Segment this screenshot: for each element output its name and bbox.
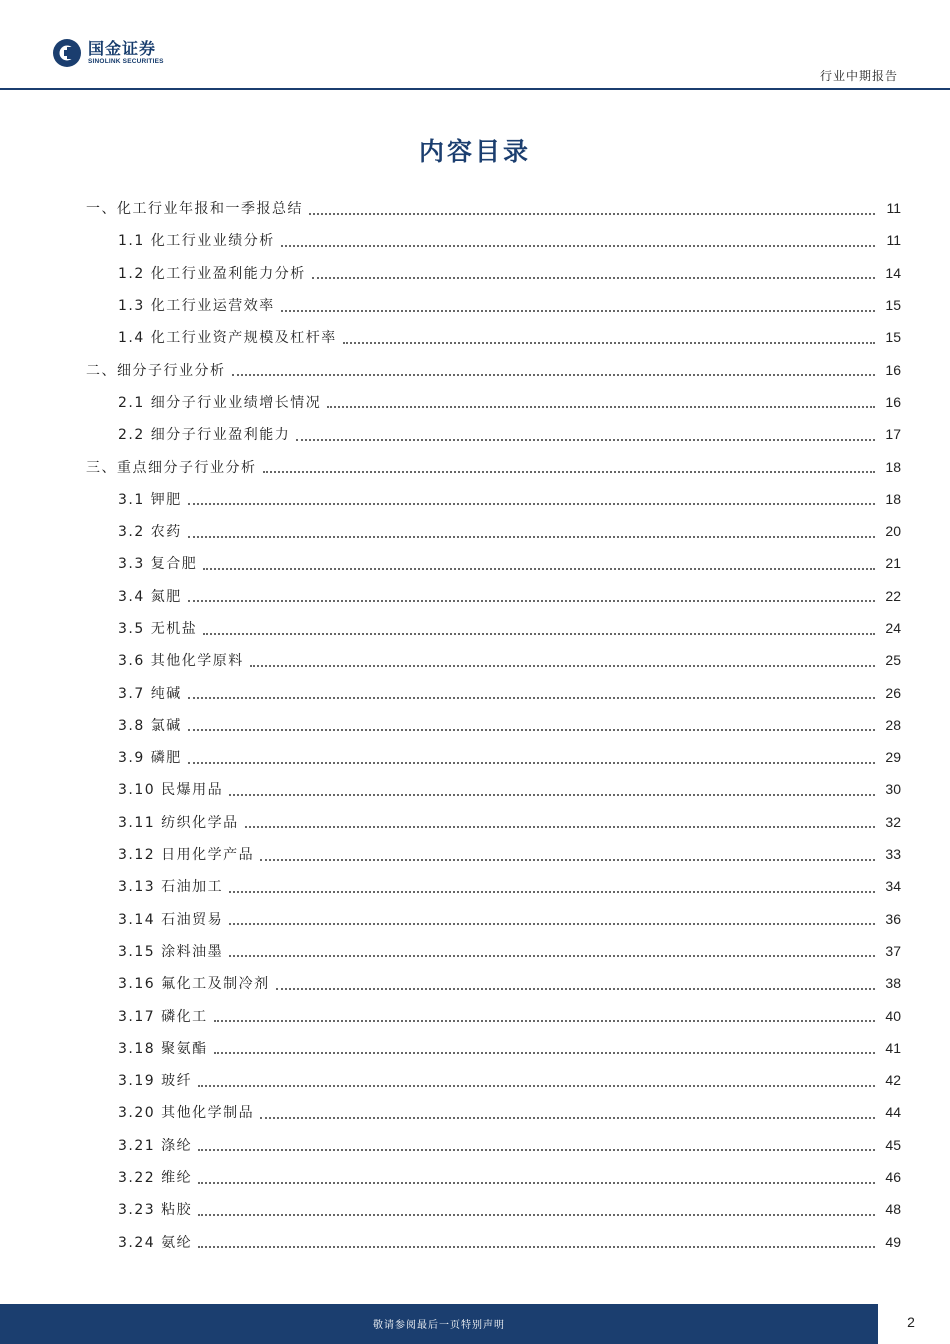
toc-entry[interactable] bbox=[86, 321, 901, 353]
toc-entry-label: 3.22 维纶 bbox=[118, 1170, 193, 1187]
report-type-label: 行业中期报告 bbox=[819, 69, 898, 83]
toc-entry-label: 一、化工行业年报和一季报总结 bbox=[86, 201, 303, 218]
brand-logo bbox=[52, 38, 164, 68]
toc-entry-label: 2.1 细分子行业业绩增长情况 bbox=[118, 394, 322, 411]
toc-entry[interactable] bbox=[86, 999, 901, 1031]
toc-entry-page: 33 bbox=[885, 846, 901, 863]
toc-entry-label: 3.5 无机盐 bbox=[118, 621, 198, 637]
toc-entry-label: 3.21 涤纶 bbox=[118, 1137, 193, 1154]
toc-dot-leader bbox=[309, 212, 875, 215]
toc-dot-leader bbox=[188, 761, 875, 764]
toc-dot-leader bbox=[312, 276, 875, 279]
toc-entry-label: 二、细分子行业分析 bbox=[86, 362, 226, 379]
toc-entry[interactable] bbox=[86, 257, 901, 289]
toc-dot-leader bbox=[232, 373, 876, 376]
toc-entry[interactable] bbox=[86, 644, 901, 676]
toc-entry[interactable] bbox=[86, 418, 901, 450]
toc-entry-page: 11 bbox=[886, 200, 901, 217]
toc-dot-leader bbox=[188, 728, 875, 731]
toc-entry-label: 1.1 化工行业业绩分析 bbox=[118, 233, 275, 250]
toc-dot-leader bbox=[198, 1084, 875, 1087]
toc-entry-page: 48 bbox=[885, 1201, 901, 1218]
toc-entry[interactable] bbox=[86, 224, 901, 256]
toc-entry-label: 1.2 化工行业盈利能力分析 bbox=[118, 265, 306, 282]
toc-entry[interactable] bbox=[86, 386, 901, 418]
header-divider bbox=[0, 88, 950, 90]
toc-entry[interactable] bbox=[86, 806, 901, 838]
toc-entry[interactable] bbox=[86, 483, 901, 515]
toc-dot-leader bbox=[229, 954, 875, 957]
toc-dot-leader bbox=[188, 599, 875, 602]
toc-dot-leader bbox=[229, 793, 875, 796]
toc-dot-leader bbox=[263, 470, 876, 473]
toc-entry-page: 22 bbox=[885, 587, 901, 604]
toc-entry-page: 42 bbox=[885, 1072, 901, 1089]
toc-entry[interactable] bbox=[86, 903, 901, 935]
toc-entry-label: 3.11 纺织化学品 bbox=[118, 814, 239, 831]
toc-entry[interactable] bbox=[86, 547, 901, 579]
toc-entry-label: 3.6 其他化学原料 bbox=[118, 653, 244, 670]
toc-dot-leader bbox=[245, 825, 875, 828]
toc-entry-label: 1.4 化工行业资产规模及杠杆率 bbox=[118, 330, 337, 347]
disclaimer-note: 敬请参阅最后一页特别声明 bbox=[373, 1320, 505, 1331]
toc-dot-leader bbox=[214, 1019, 875, 1022]
toc-entry-page: 25 bbox=[885, 652, 901, 669]
toc-title: 内容目录 bbox=[418, 137, 531, 166]
toc-entry-page: 40 bbox=[885, 1007, 901, 1024]
footer-bar bbox=[0, 1304, 878, 1344]
toc-entry[interactable] bbox=[86, 741, 901, 773]
toc-entry-page: 28 bbox=[885, 716, 901, 733]
toc-entry[interactable] bbox=[86, 773, 901, 805]
toc-entry-label: 3.4 氮肥 bbox=[118, 588, 182, 605]
toc-entry-label: 三、重点细分子行业分析 bbox=[86, 459, 257, 476]
toc-entry-page: 26 bbox=[885, 684, 901, 701]
toc-entry-label: 3.18 聚氨酯 bbox=[118, 1040, 208, 1057]
toc-entry-page: 32 bbox=[885, 813, 901, 830]
toc-entry-page: 30 bbox=[885, 781, 901, 798]
toc-dot-leader bbox=[188, 502, 875, 505]
toc-entry-label: 3.9 磷肥 bbox=[118, 750, 182, 767]
table-of-contents bbox=[86, 192, 901, 1258]
toc-dot-leader bbox=[198, 1245, 875, 1248]
toc-entry-page: 37 bbox=[885, 942, 901, 959]
toc-entry[interactable] bbox=[86, 580, 901, 612]
toc-dot-leader bbox=[198, 1148, 875, 1151]
toc-entry-label: 3.20 其他化学制品 bbox=[118, 1105, 255, 1122]
sinolink-logo-icon bbox=[52, 38, 82, 68]
toc-entry-page: 24 bbox=[885, 620, 901, 636]
toc-entry-page: 45 bbox=[885, 1136, 901, 1153]
toc-entry-label: 3.10 民爆用品 bbox=[118, 782, 224, 799]
toc-dot-leader bbox=[198, 1213, 875, 1216]
toc-entry-label: 1.3 化工行业运营效率 bbox=[118, 298, 275, 315]
toc-dot-leader bbox=[343, 341, 875, 344]
toc-entry-label: 3.19 玻纤 bbox=[118, 1073, 193, 1090]
toc-dot-leader bbox=[296, 438, 875, 441]
toc-entry-page: 18 bbox=[885, 490, 901, 507]
toc-entry-label: 2.2 细分子行业盈利能力 bbox=[118, 427, 291, 444]
toc-dot-leader bbox=[188, 535, 875, 538]
toc-dot-leader bbox=[281, 244, 875, 247]
toc-entry[interactable] bbox=[86, 353, 901, 385]
toc-dot-leader bbox=[188, 696, 875, 699]
toc-entry-label: 3.1 钾肥 bbox=[118, 491, 182, 508]
toc-dot-leader bbox=[281, 309, 875, 312]
toc-dot-leader bbox=[229, 890, 875, 893]
toc-dot-leader bbox=[260, 1116, 875, 1119]
toc-dot-leader bbox=[203, 567, 875, 570]
toc-entry[interactable] bbox=[86, 1193, 901, 1225]
toc-dot-leader bbox=[260, 858, 875, 861]
toc-entry[interactable] bbox=[86, 838, 901, 870]
toc-entry-page: 18 bbox=[885, 458, 901, 475]
toc-dot-leader bbox=[214, 1051, 875, 1054]
toc-dot-leader bbox=[229, 922, 875, 925]
toc-dot-leader bbox=[198, 1181, 875, 1184]
toc-entry-page: 41 bbox=[885, 1039, 901, 1056]
toc-entry-page: 46 bbox=[885, 1169, 901, 1186]
toc-entry-page: 16 bbox=[885, 393, 901, 410]
toc-entry-page: 14 bbox=[885, 264, 901, 281]
toc-entry[interactable] bbox=[86, 870, 901, 902]
toc-dot-leader bbox=[276, 987, 875, 990]
toc-entry-page: 11 bbox=[886, 232, 901, 249]
toc-entry-page: 15 bbox=[885, 297, 901, 314]
brand-name-en: SINOLINK SECURITIES bbox=[88, 58, 164, 65]
toc-entry-label: 3.8 氯碱 bbox=[118, 717, 182, 734]
toc-entry-label: 3.13 石油加工 bbox=[118, 879, 224, 896]
toc-entry[interactable] bbox=[86, 709, 901, 741]
toc-entry-label: 3.24 氨纶 bbox=[118, 1234, 193, 1251]
page-footer bbox=[0, 1304, 950, 1344]
brand-name-cn: 国金证券 bbox=[88, 39, 157, 58]
toc-entry[interactable] bbox=[86, 1096, 901, 1128]
toc-entry-label: 3.23 粘胶 bbox=[118, 1202, 193, 1219]
toc-entry-label: 3.3 复合肥 bbox=[118, 556, 198, 573]
toc-entry-label: 3.7 纯碱 bbox=[118, 685, 182, 702]
toc-entry-label: 3.16 氟化工及制冷剂 bbox=[118, 976, 270, 993]
toc-entry[interactable] bbox=[86, 1161, 901, 1193]
toc-entry-label: 3.17 磷化工 bbox=[118, 1008, 208, 1025]
toc-entry[interactable] bbox=[86, 450, 901, 482]
toc-entry[interactable] bbox=[86, 676, 901, 708]
toc-entry[interactable] bbox=[86, 1226, 901, 1258]
toc-entry-label: 3.15 涂料油墨 bbox=[118, 943, 224, 960]
toc-entry-page: 29 bbox=[885, 749, 901, 766]
toc-entry[interactable] bbox=[86, 515, 901, 547]
toc-entry[interactable] bbox=[86, 1129, 901, 1161]
toc-entry-page: 49 bbox=[885, 1233, 901, 1250]
toc-dot-leader bbox=[203, 632, 875, 635]
toc-entry-label: 3.14 石油贸易 bbox=[118, 911, 224, 928]
toc-entry[interactable] bbox=[86, 967, 901, 999]
toc-entry-page: 20 bbox=[885, 523, 901, 540]
toc-entry[interactable] bbox=[86, 935, 901, 967]
toc-entry[interactable] bbox=[86, 612, 901, 644]
toc-entry-page: 15 bbox=[885, 329, 901, 346]
toc-entry-page: 16 bbox=[885, 361, 901, 378]
toc-entry-page: 38 bbox=[885, 975, 901, 992]
toc-entry[interactable] bbox=[86, 289, 901, 321]
toc-entry[interactable] bbox=[86, 192, 901, 224]
page-header bbox=[0, 0, 950, 90]
toc-dot-leader bbox=[250, 664, 875, 667]
toc-entry-page: 44 bbox=[885, 1104, 901, 1121]
toc-entry[interactable] bbox=[86, 1032, 901, 1064]
toc-entry[interactable] bbox=[86, 1064, 901, 1096]
toc-entry-label: 3.2 农药 bbox=[118, 524, 182, 541]
toc-dot-leader bbox=[327, 405, 875, 408]
toc-entry-page: 17 bbox=[885, 426, 901, 443]
toc-entry-page: 21 bbox=[885, 555, 901, 572]
toc-entry-page: 34 bbox=[885, 878, 901, 895]
page-number: 2 bbox=[907, 1314, 915, 1330]
toc-entry-label: 3.12 日用化学产品 bbox=[118, 847, 255, 864]
toc-entry-page: 36 bbox=[885, 910, 901, 927]
